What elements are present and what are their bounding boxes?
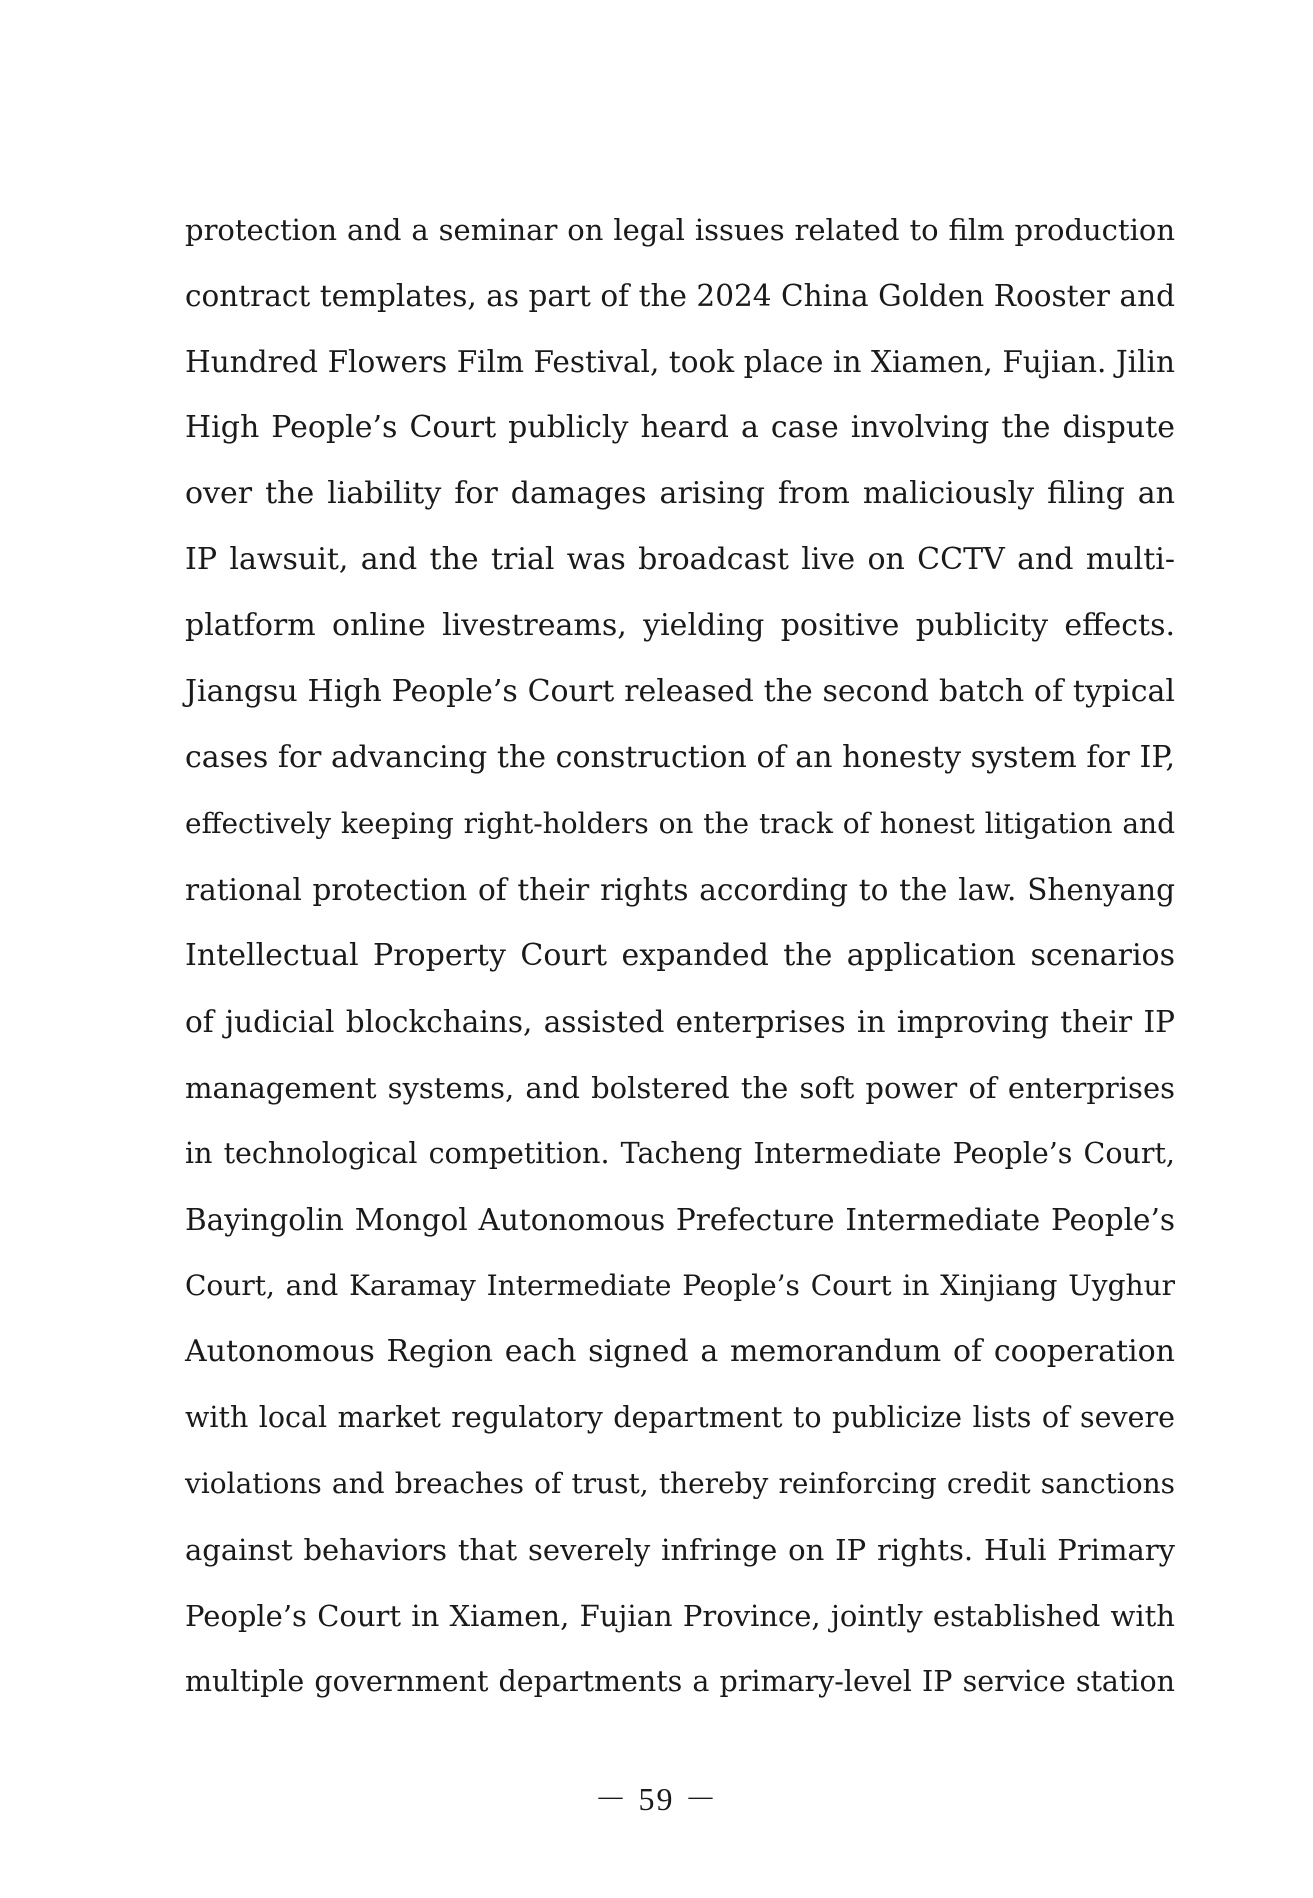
text-line-14: management systems, and bolstered the soft power of enterprises (185, 1071, 1175, 1105)
text-line-10: effectively keeping right-holders on the track of honest litigation and (185, 807, 1175, 840)
text-line-16: Bayingolin Mongol Autonomous Prefecture Intermediate People’s (185, 1203, 1175, 1237)
body-paragraph (185, 197, 1175, 1715)
text-line-1: protection and a seminar on legal issues related to film production (185, 213, 1175, 247)
text-line-8: Jiangsu High People’s Court released the second batch of typical (185, 674, 1175, 709)
text-line-23: multiple government departments a primary-level IP service station (185, 1665, 1175, 1698)
text-line-6: IP lawsuit, and the trial was broadcast live on CCTV and multi- (185, 542, 1175, 577)
page-number: － 59 － (594, 1781, 719, 1817)
text-line-4: High People’s Court publicly heard a case involving the dispute (185, 410, 1175, 445)
text-line-11: rational protection of their rights according to the law. Shenyang (185, 873, 1175, 907)
text-line-21: against behaviors that severely infringe on IP rights. Huli Primary (185, 1533, 1175, 1567)
text-line-18: Autonomous Region each signed a memorandum of cooperation (185, 1334, 1175, 1369)
text-line-12: Intellectual Property Court expanded the application scenarios (185, 938, 1175, 973)
text-line-22: People’s Court in Xiamen, Fujian Province, jointly established with (185, 1599, 1175, 1633)
text-line-9: cases for advancing the construction of an honesty system for IP, (185, 740, 1175, 775)
text-line-2: contract templates, as part of the 2024 China Golden Rooster and (185, 279, 1175, 313)
text-line-7: platform online livestreams, yielding positive publicity effects. (185, 608, 1175, 643)
text-line-15: in technological competition. Tacheng Intermediate People’s Court, (185, 1137, 1175, 1170)
text-line-19: with local market regulatory department to publicize lists of severe (185, 1401, 1175, 1434)
text-line-17: Court, and Karamay Intermediate People’s Court in Xinjiang Uyghur (185, 1269, 1175, 1302)
text-line-5: over the liability for damages arising from maliciously filing an (185, 476, 1175, 511)
text-line-20: violations and breaches of trust, thereby reinforcing credit sanctions (185, 1467, 1175, 1500)
text-line-3: Hundred Flowers Film Festival, took place in Xiamen, Fujian. Jilin (185, 345, 1175, 379)
text-line-13: of judicial blockchains, assisted enterprises in improving their IP (185, 1005, 1175, 1039)
